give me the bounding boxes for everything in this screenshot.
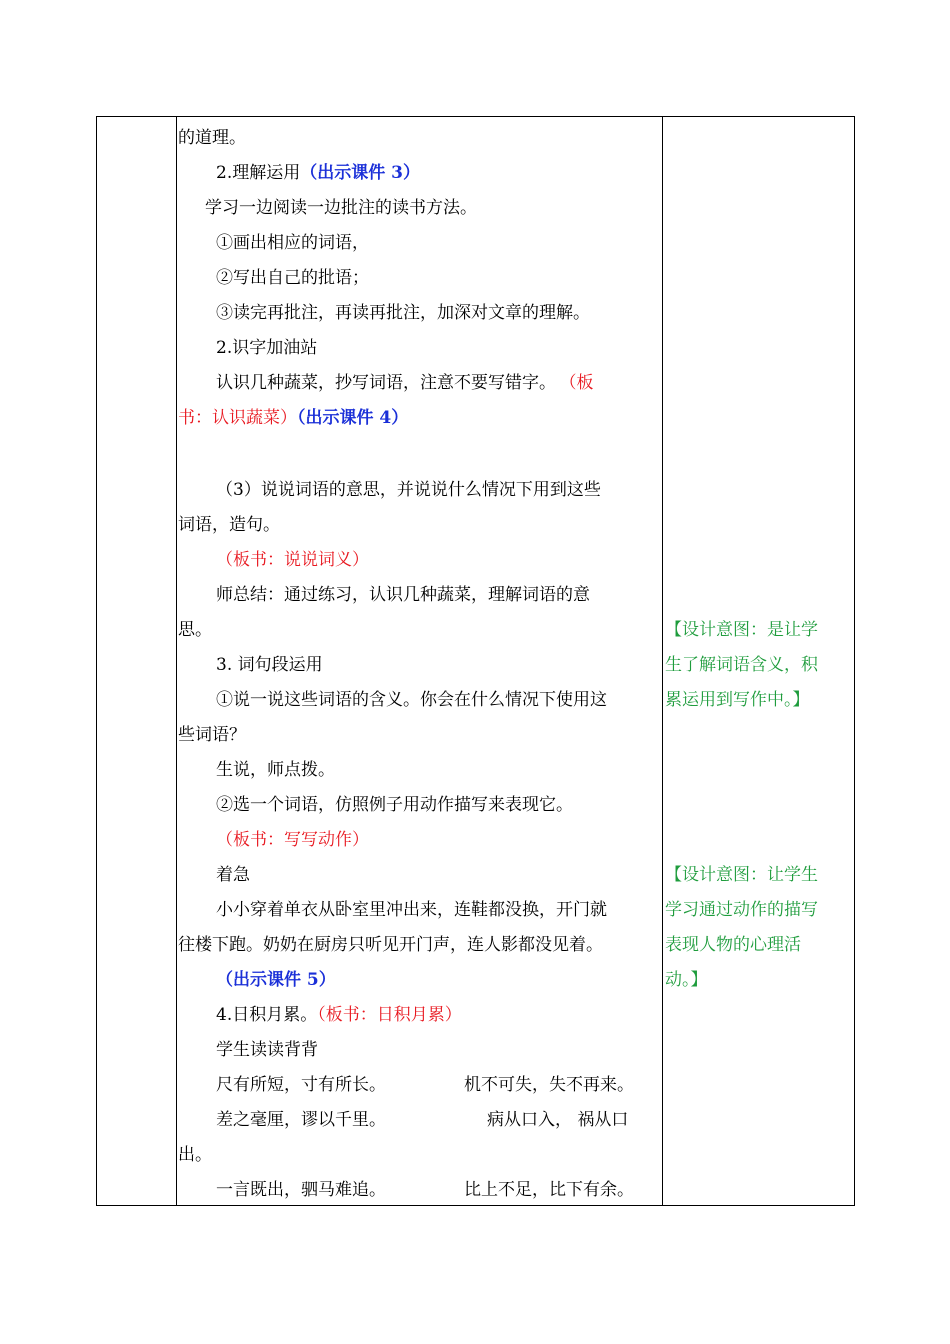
board-note: （板书：说说词义）	[216, 550, 369, 570]
design-note: 动。】	[665, 970, 708, 990]
text-line: 3. 词句段运用	[216, 655, 323, 675]
text-line: （3）说说词语的意思，并说说什么情况下用到这些	[216, 480, 601, 500]
text-line: 学习一边阅读一边批注的读书方法。	[205, 198, 477, 218]
courseware-note: （出示课件 4）	[297, 408, 409, 428]
text-line: 机不可失，失不再来。	[464, 1075, 634, 1095]
design-note: 生了解词语含义，积	[665, 655, 818, 675]
text-line: 差之毫厘，谬以千里。	[216, 1110, 386, 1130]
design-note: 学习通过动作的描写	[665, 900, 818, 920]
text-line: 一言既出，驷马难追。	[216, 1180, 386, 1200]
design-note: 【设计意图：让学生	[665, 865, 818, 885]
board-note: 书：认识蔬菜）	[178, 408, 297, 428]
board-note: （板书：日积月累）	[317, 1005, 462, 1025]
column-divider-right	[662, 117, 663, 1205]
design-note: 累运用到写作中。】	[665, 690, 810, 710]
text-line: 2.理解运用（出示课件 3）	[216, 163, 420, 183]
text-line: ①说一说这些词语的含义。你会在什么情况下使用这	[216, 690, 607, 710]
text-line: 词语，造句。	[178, 515, 280, 535]
text-line: 着急	[216, 865, 250, 885]
text-line: 学生读读背背	[216, 1040, 318, 1060]
text-line: 生说，师点拨。	[216, 760, 335, 780]
text-line: 思。	[178, 620, 212, 640]
text-line	[178, 406, 408, 430]
text-line: 2.识字加油站	[216, 338, 318, 358]
text-line: 尺有所短，寸有所长。	[216, 1075, 386, 1095]
text-line: 认识几种蔬菜，抄写词语，注意不要写错字。 （板	[216, 373, 594, 393]
column-divider-left	[176, 117, 177, 1205]
design-note: 【设计意图：是让学	[665, 620, 818, 640]
text-line: ②写出自己的批语；	[216, 268, 369, 288]
text-line: 比上不足，比下有余。	[464, 1180, 634, 1200]
text-line: ①画出相应的词语，	[216, 233, 369, 253]
board-note: （板	[568, 373, 594, 393]
text-line: 出。	[178, 1145, 212, 1165]
text-line: ③读完再批注，再读再批注，加深对文章的理解。	[216, 303, 590, 323]
board-note: （板书：写写动作）	[216, 830, 369, 850]
text-line: 4.日积月累。（板书：日积月累）	[216, 1005, 462, 1025]
courseware-note: （出示课件 3）	[300, 163, 420, 183]
design-note: 表现人物的心理活	[665, 935, 801, 955]
text-line: 的道理。	[178, 128, 246, 148]
text-line: ②选一个词语，仿照例子用动作描写来表现它。	[216, 795, 573, 815]
courseware-note: （出示课件 5）	[216, 970, 336, 990]
text-line: 些词语？	[178, 725, 246, 745]
text-line: 师总结：通过练习，认识几种蔬菜，理解词语的意	[216, 585, 590, 605]
text-line: 小小穿着单衣从卧室里冲出来，连鞋都没换，开门就	[216, 900, 607, 920]
text-line: 往楼下跑。奶奶在厨房只听见开门声，连人影都没见着。	[178, 935, 603, 955]
text-line: 病从口入， 祸从口	[487, 1110, 629, 1130]
